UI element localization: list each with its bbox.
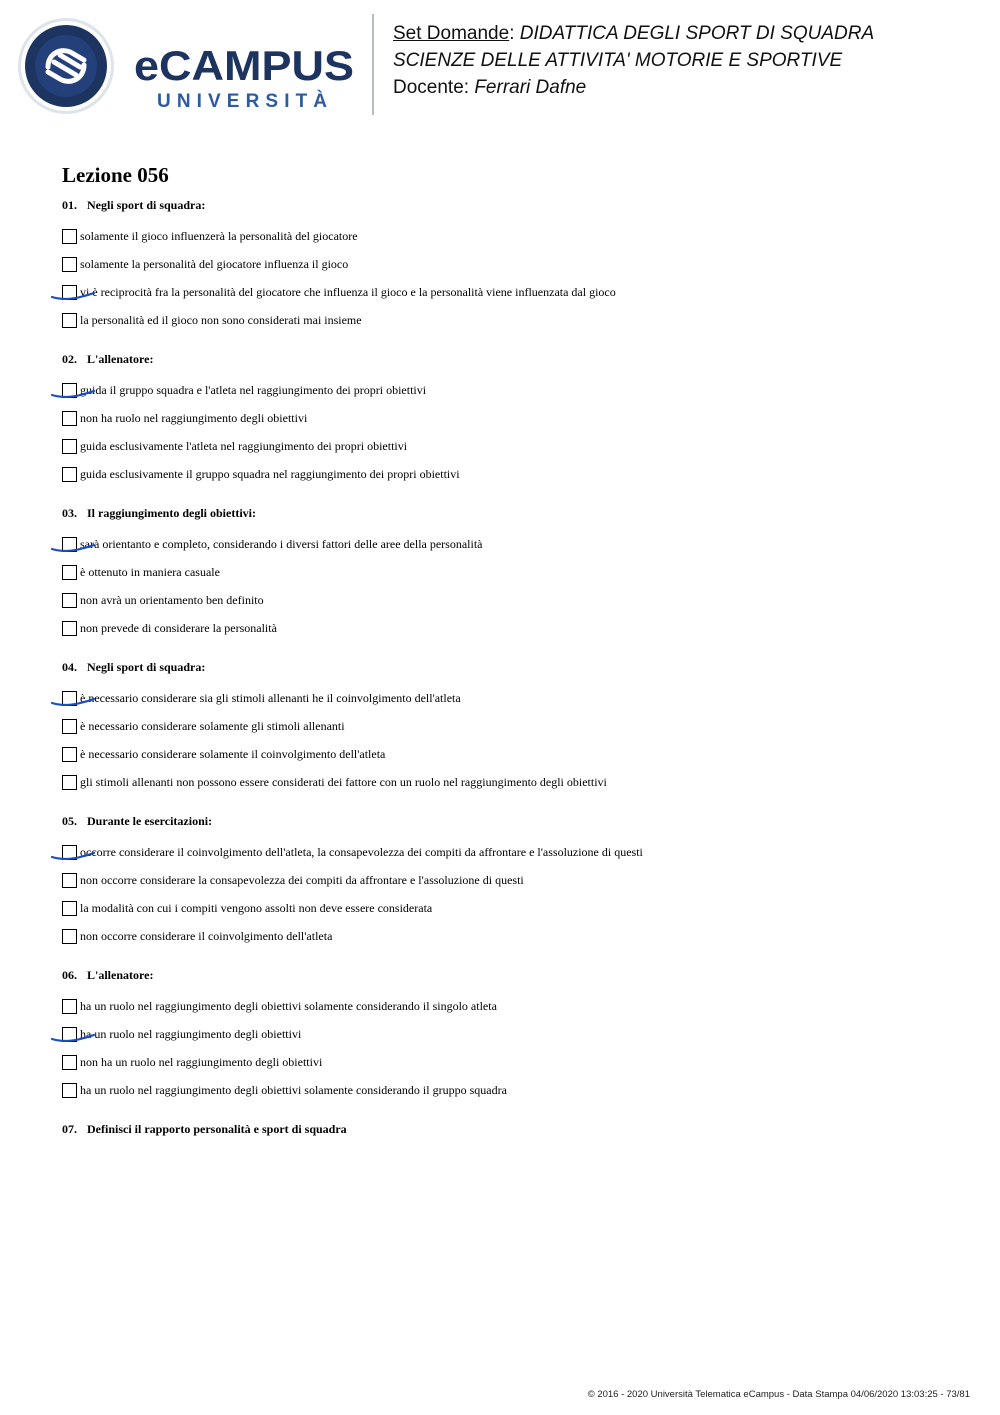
question-number: 07. [62,1122,77,1136]
degree-line [393,47,874,74]
answer-checkbox[interactable] [62,229,77,244]
answer-label: non ha ruolo nel raggiungimento degli obiettivi [80,411,308,425]
answer-checkbox[interactable] [62,257,77,272]
answer-label: occorre considerare il coinvolgimento dell'atleta, la consapevolezza dei compiti da affrontare e l'assoluzione di questi [80,845,643,859]
answer-option[interactable] [62,376,942,404]
question-title [62,658,942,676]
answer-label: guida esclusivamente il gruppo squadra nel raggiungimento dei propri obiettivi [80,467,460,481]
question-text: Negli sport di squadra: [87,198,206,212]
answer-checkbox[interactable] [62,1083,77,1098]
answer-checkbox[interactable] [62,845,77,860]
teacher-name: Ferrari Dafne [474,77,587,98]
question-number: 06. [62,968,77,982]
answer-option[interactable] [62,432,942,460]
course-title: DIDATTICA DEGLI SPORT DI SQUADRA [519,23,875,44]
answer-option[interactable] [62,586,942,614]
answer-checkbox[interactable] [62,621,77,636]
answer-option[interactable] [62,306,942,334]
answer-option[interactable] [62,712,942,740]
answer-checkbox[interactable] [62,1027,77,1042]
answer-label: guida il gruppo squadra e l'atleta nel raggiungimento dei propri obiettivi [80,383,427,397]
answer-label: ha un ruolo nel raggiungimento degli obiettivi [80,1027,302,1041]
question [62,1120,942,1138]
question-title [62,350,942,368]
question-text: Definisci il rapporto personalità e sport di squadra [87,1122,347,1136]
answer-label: non prevede di considerare la personalità [80,621,277,635]
answer-label: ha un ruolo nel raggiungimento degli obiettivi solamente considerando il gruppo squadra [80,1083,507,1097]
answer-checkbox[interactable] [62,313,77,328]
answer-checkbox[interactable] [62,1055,77,1070]
answer-label: non occorre considerare la consapevolezza dei compiti da affrontare e l'assoluzione di questi [80,873,524,887]
answer-label: è ottenuto in maniera casuale [80,565,220,579]
question [62,658,942,796]
lesson-title: Lezione 056 [62,163,169,187]
question-text: L'allenatore: [87,968,154,982]
answer-checkbox[interactable] [62,439,77,454]
question-title [62,966,942,984]
teacher-line [393,74,874,101]
logo-brand-name: eCAMPUS [134,42,354,89]
question-title [62,504,942,522]
question-number: 05. [62,814,77,828]
answer-option[interactable] [62,404,942,432]
degree-name: SCIENZE DELLE ATTIVITA' MOTORIE E SPORTIVE [393,50,843,71]
answer-option[interactable] [62,768,942,796]
page-footer: © 2016 - 2020 Università Telematica eCampus - Data Stampa 04/06/2020 13:03:25 - 73/81 [587,1389,970,1400]
answer-option[interactable] [62,1048,942,1076]
answer-checkbox[interactable] [62,999,77,1014]
question [62,812,942,950]
answer-checkbox[interactable] [62,719,77,734]
answer-option[interactable] [62,894,942,922]
ecampus-emblem-logo [14,17,118,115]
answer-option[interactable] [62,838,942,866]
answer-option[interactable] [62,558,942,586]
course-info [393,20,874,101]
answer-option[interactable] [62,866,942,894]
answer-option[interactable] [62,740,942,768]
answer-label: non occorre considerare il coinvolgimento dell'atleta [80,929,333,943]
question [62,350,942,488]
answer-label: la modalità con cui i compiti vengono assolti non deve essere considerata [80,901,433,915]
ecampus-wordmark-logo [134,40,359,115]
answer-checkbox[interactable] [62,467,77,482]
answer-checkbox[interactable] [62,411,77,426]
answer-checkbox[interactable] [62,691,77,706]
answer-label: è necessario considerare solamente gli stimoli allenanti [80,719,345,733]
answer-checkbox[interactable] [62,593,77,608]
answer-option[interactable] [62,614,942,642]
answer-checkbox[interactable] [62,775,77,790]
question-text: Durante le esercitazioni: [87,814,213,828]
answer-label: è necessario considerare solamente il coinvolgimento dell'atleta [80,747,386,761]
answer-label: gli stimoli allenanti non possono essere considerati dei fattore con un ruolo nel raggiungimento degli obiettivi [80,775,607,789]
answer-checkbox[interactable] [62,873,77,888]
answer-checkbox[interactable] [62,565,77,580]
answer-label: ha un ruolo nel raggiungimento degli obiettivi solamente considerando il singolo atleta [80,999,497,1013]
question-text: Negli sport di squadra: [87,660,206,674]
answer-label: non ha un ruolo nel raggiungimento degli obiettivi [80,1055,323,1069]
answer-option[interactable] [62,992,942,1020]
question-number: 04. [62,660,77,674]
answer-checkbox[interactable] [62,285,77,300]
question [62,196,942,334]
answer-checkbox[interactable] [62,537,77,552]
answer-label: è necessario considerare sia gli stimoli allenanti he il coinvolgimento dell'atleta [80,691,461,705]
answer-label: sarà orientanto e completo, considerando i diversi fattori delle aree della personalità [80,537,483,551]
answer-option[interactable] [62,922,942,950]
question-number: 01. [62,198,77,212]
question-number: 02. [62,352,77,366]
question-list [62,196,942,1154]
answer-option[interactable] [62,222,942,250]
question-text: Il raggiungimento degli obiettivi: [87,506,256,520]
question-number: 03. [62,506,77,520]
question-title [62,812,942,830]
answer-label: solamente il gioco influenzerà la personalità del giocatore [80,229,358,243]
set-label: Set Domande [393,23,510,44]
question-text: L'allenatore: [87,352,154,366]
answer-option[interactable] [62,1076,942,1104]
answer-option[interactable] [62,684,942,712]
answer-label: solamente la personalità del giocatore influenza il gioco [80,257,349,271]
course-title-line [393,20,874,47]
page-header [0,0,1000,130]
answer-option[interactable] [62,530,942,558]
answer-checkbox[interactable] [62,901,77,916]
set-separator: : [509,23,520,44]
question [62,966,942,1104]
answer-checkbox[interactable] [62,929,77,944]
answer-label: vi è reciprocità fra la personalità del giocatore che influenza il gioco e la personalità viene influenzata dal gioco [80,285,616,299]
answer-checkbox[interactable] [62,747,77,762]
question-title [62,1120,942,1138]
answer-label: la personalità ed il gioco non sono considerati mai insieme [80,313,362,327]
answer-option[interactable] [62,250,942,278]
answer-option[interactable] [62,1020,942,1048]
question-title [62,196,942,214]
answer-label: guida esclusivamente l'atleta nel raggiungimento dei propri obiettivi [80,439,408,453]
answer-option[interactable] [62,460,942,488]
answer-option[interactable] [62,278,942,306]
answer-checkbox[interactable] [62,383,77,398]
header-divider [372,14,374,115]
teacher-label: Docente: [393,77,475,98]
answer-label: non avrà un orientamento ben definito [80,593,264,607]
question [62,504,942,642]
logo-subtitle: UNIVERSITÀ [157,91,327,112]
